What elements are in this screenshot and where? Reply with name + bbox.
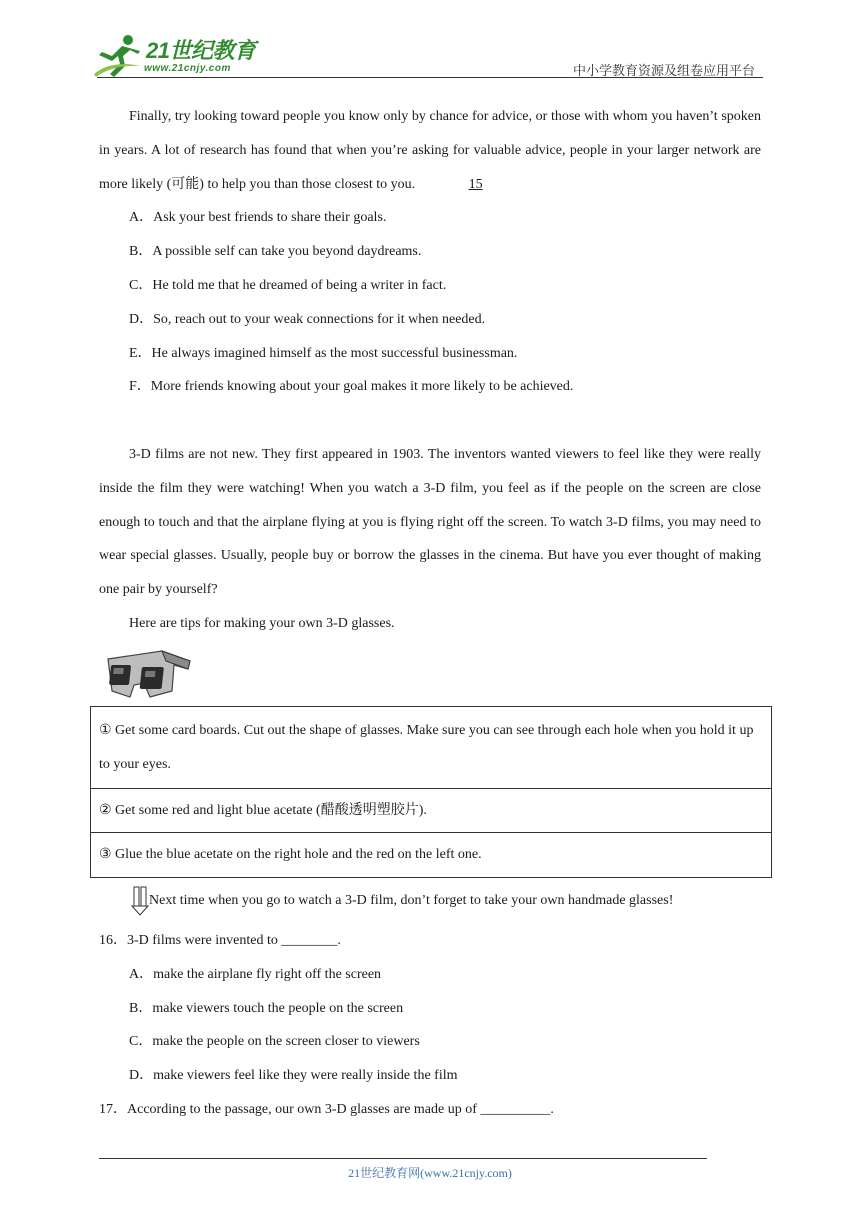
question-16-option-d: D．make viewers feel like they were really inside the film [129, 1068, 458, 1084]
option-d: D．So, reach out to your weak connections for it when needed. [129, 311, 486, 327]
option-f: F．More friends knowing about your goal makes it more likely to be achieved. [129, 379, 574, 395]
blank-15: 15 [468, 176, 483, 192]
option-b: B．A possible self can take you beyond daydreams. [129, 244, 422, 260]
question-16-option-a: A．make the airplane fly right off the screen [129, 966, 382, 982]
passage1-text: Finally, try looking toward people you know only by chance for advice, or those with whom you haven’t spoken in years. A lot of research has found that when you’re asking for valuable advice, people in your larger network are more likely (可能) to help you than those closest to you. [99, 109, 761, 192]
tip-row-1: ① Get some card boards. Cut out the shape of glasses. Make sure you can see through each hole when you hold it up to your eyes. [91, 707, 771, 789]
down-arrow-icon [131, 886, 149, 916]
page-header [0, 0, 860, 80]
question-16-option-b: B．make viewers touch the people on the screen [129, 1000, 404, 1016]
logo-name: 21世纪教育 [146, 38, 256, 63]
passage1-paragraph [99, 100, 761, 201]
question-16-stem: 16．3-D films were invented to ________. [99, 933, 341, 948]
question-16-option-c: C．make the people on the screen closer to viewers [129, 1034, 420, 1050]
questions [99, 924, 761, 1127]
footer-link[interactable]: 21世纪教育网(www.21cnjy.com) [348, 1166, 512, 1180]
passage2-intro: Here are tips for making your own 3-D glasses. [129, 615, 395, 631]
tips-table [90, 706, 772, 878]
option-e: E．He always imagined himself as the most successful businessman. [129, 345, 518, 361]
main-content [99, 100, 761, 641]
option-a: A．Ask your best friends to share their goals. [129, 210, 387, 226]
footer-divider [99, 1158, 707, 1159]
tip-row-2: ② Get some red and light blue acetate (醋酸透明塑胶片). [91, 789, 771, 834]
runner-icon [92, 34, 142, 78]
option-c: C．He told me that he dreamed of being a writer in fact. [129, 277, 447, 293]
passage2-note: Next time when you go to watch a 3-D film, don’t forget to take your own handmade glasses! [149, 893, 674, 908]
logo-url: www.21cnjy.com [144, 63, 231, 74]
passage2-paragraph: 3-D films are not new. They first appeared in 1903. The inventors wanted viewers to feel like they were really inside the film they were watching! When you watch a 3-D film, you feel as if the people on the screen are close enough to touch and that the airplane flying at you is flying right off the screen. To watch 3-D films, you may need to wear special glasses. Usually, people buy or borrow the glasses in the cinema. But have you ever thought of making one pair by yourself? [99, 446, 761, 598]
3d-glasses-image [104, 647, 194, 699]
question-17-stem: 17．According to the passage, our own 3-D glasses are made up of __________. [99, 1101, 554, 1117]
section-spacer [99, 404, 761, 438]
tip-row-3: ③ Glue the blue acetate on the right hole and the red on the left one. [99, 847, 482, 863]
header-slogan: 中小学教育资源及组卷应用平台 [572, 64, 755, 79]
site-logo[interactable] [92, 34, 262, 80]
passage1-options [99, 201, 761, 404]
header-divider [97, 77, 763, 78]
